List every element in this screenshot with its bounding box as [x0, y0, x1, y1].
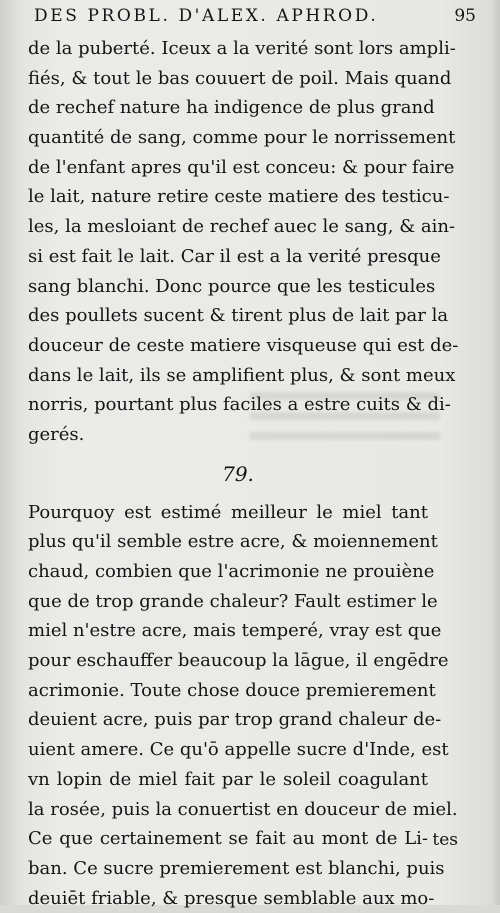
text-line: les, la mesloiant de rechef auec le sang, & ain- — [28, 216, 456, 238]
catchword: tes — [432, 830, 458, 850]
chapter-number: 79. — [222, 461, 254, 486]
text-line: de rechef nature ha indigence de plus grand — [28, 97, 435, 119]
running-head: DES PROBL. D'ALEX. APHROD. — [34, 6, 379, 26]
text-line: de la puberté. Iceux a la verité sont lors ampli- — [28, 38, 456, 59]
main-text-block — [28, 34, 459, 913]
text-line: deuiēt friable, & presque semblable aux mo- — [28, 887, 435, 909]
text-line: deuient acre, puis par trop grand chaleur de- — [28, 709, 442, 731]
text-line: acrimonie. Toute chose douce premierement — [28, 679, 436, 701]
text-line: vn lopin de miel fait par le soleil coagulant — [28, 768, 428, 790]
text-line: quantité de sang, comme pour le norrissement — [28, 127, 456, 149]
text-line: fiés, & tout le bas couuert de poil. Mais quand — [28, 67, 452, 89]
text-line: pour eschauffer beaucoup la lāgue, il engēdre — [28, 650, 449, 672]
text-line: ban. Ce sucre premierement est blanchi, puis — [28, 857, 445, 879]
text-line: de l'enfant apres qu'il est conceu: & pour faire — [28, 156, 455, 178]
text-line: norris, pourtant plus faciles a estre cuits & di- — [28, 394, 451, 416]
text-line: des poullets sucent & tirent plus de lait par la — [28, 305, 449, 327]
text-line: chaud, combien que l'acrimonie ne prouiène — [28, 561, 435, 582]
text-line: le lait, nature retire ceste matiere des testicu- — [28, 186, 450, 208]
text-line: douceur de ceste matiere visqueuse qui est de- — [28, 334, 459, 356]
page-header — [34, 6, 476, 30]
text-line: dans le lait, ils se amplifient plus, & sont meux — [28, 364, 456, 386]
text-line: si est fait le lait. Car il est a la verité presque — [28, 245, 441, 267]
text-line: Pourquoy est estimé meilleur le miel tant — [28, 501, 428, 523]
page-number: 95 — [454, 6, 476, 26]
text-line: plus qu'il semble estre acre, & moiennement — [28, 531, 438, 553]
text-line: sang blanchi. Donc pource que les testicules — [28, 275, 436, 297]
text-line: miel n'estre acre, mais temperé, vray est que — [28, 620, 442, 642]
text-line: que de trop grande chaleur? Fault estimer le — [28, 590, 438, 612]
text-line: uient amere. Ce qu'ō appelle sucre d'Inde, est — [28, 739, 449, 761]
text-line: Ce que certainement se fait au mont de Li- — [28, 828, 428, 850]
text-line-last: gerés. — [28, 423, 85, 445]
text-line: la rosée, puis la conuertist en douceur de miel. — [28, 798, 458, 820]
